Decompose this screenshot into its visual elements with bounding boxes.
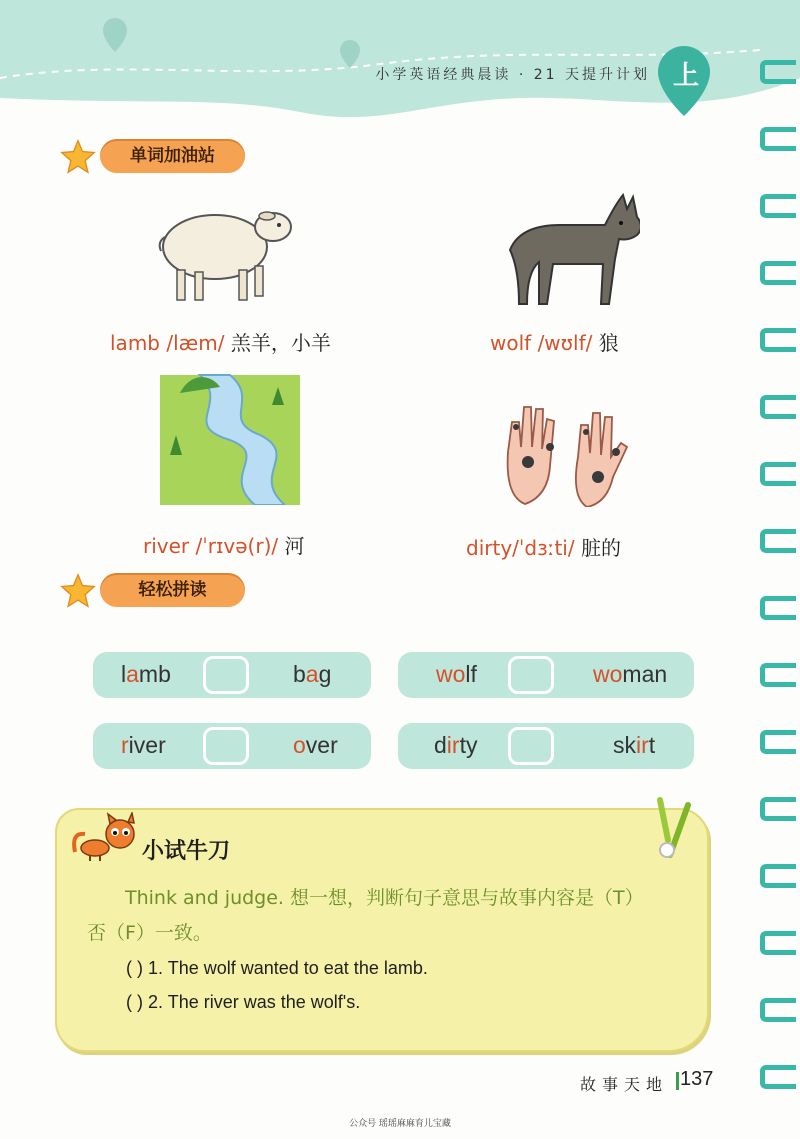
word-part-post: g [318, 661, 332, 687]
word-part-hl: o [293, 732, 306, 758]
lamb-illustration [155, 192, 300, 307]
phonics-word-left [436, 661, 477, 688]
word-part-pre: sk [613, 732, 636, 758]
vocab-word: lamb [110, 331, 160, 355]
binding-ring [760, 864, 796, 888]
question-text: 2. The river was the wolf's. [148, 992, 361, 1012]
vocab-meaning: 脏的 [580, 536, 621, 560]
chain-link-icon [203, 727, 249, 765]
dirty-hands-illustration [498, 402, 643, 507]
binding-ring [760, 797, 796, 821]
practice-title: 小试牛刀 [142, 839, 231, 864]
word-part-post: lf [465, 661, 477, 687]
vocab-item-wolf [490, 327, 619, 356]
answer-blank[interactable]: ( ) [126, 992, 143, 1012]
binding-ring [760, 596, 796, 620]
paper-clip-icon [650, 795, 700, 865]
practice-instruction-cont: 否（F）一致。 [87, 922, 212, 944]
word-part-hl: ir [636, 732, 649, 758]
word-part-post: mb [138, 661, 171, 687]
vocab-item-dirty [466, 532, 621, 561]
phonics-section-heading: 轻松拼读 [100, 573, 245, 607]
binding-ring [760, 529, 796, 553]
word-part-post: ty [459, 732, 478, 758]
vocab-ipa: /ˈrɪvə(r)/ [195, 534, 279, 558]
binding-ring [760, 462, 796, 486]
binding-ring [760, 328, 796, 352]
binding-ring [760, 998, 796, 1022]
answer-blank[interactable]: ( ) [126, 958, 143, 978]
question-text: 1. The wolf wanted to eat the lamb. [148, 958, 428, 978]
phonics-word-left [121, 661, 171, 688]
vocab-meaning: 羔羊，小羊 [230, 331, 331, 355]
star-icon [60, 573, 96, 609]
footer-section-label: 故事天地 [580, 1075, 669, 1094]
chain-link-icon [508, 727, 554, 765]
chain-link-icon [203, 656, 249, 694]
question-item [126, 958, 428, 979]
binding-ring [760, 127, 796, 151]
word-part-post: man [622, 661, 668, 687]
word-part-post: iver [128, 732, 166, 758]
page-number-bar [676, 1072, 679, 1090]
vocab-meaning: 狼 [598, 331, 619, 355]
phonics-word-left [121, 732, 166, 759]
word-part-hl: wo [436, 661, 466, 687]
question-item [126, 992, 360, 1013]
word-part-hl: a [126, 661, 139, 687]
star-icon [60, 139, 96, 175]
phonics-word-left [434, 732, 477, 759]
binding-ring [760, 730, 796, 754]
wolf-illustration [500, 190, 640, 312]
binding-ring [760, 663, 796, 687]
phonics-word-right [593, 661, 667, 688]
vocab-word: wolf [490, 331, 532, 355]
word-part-hl: a [305, 661, 319, 687]
practice-instruction: Think and judge. 想一想，判断句子意思与故事内容是（T） [125, 887, 644, 909]
vocab-word: river [143, 534, 190, 558]
word-part-pre: l [121, 661, 127, 687]
river-illustration [160, 365, 300, 505]
series-title: 小学英语经典晨读 · 21 天提升计划 [375, 67, 650, 83]
word-part-post: ver [305, 732, 338, 758]
vocab-ipa: /læm/ [166, 331, 225, 355]
binding-ring [760, 395, 796, 419]
volume-badge: 上 [672, 61, 699, 91]
vocab-meaning: 河 [284, 534, 305, 558]
binding-ring [760, 194, 796, 218]
phonics-word-right [293, 661, 331, 688]
word-part-hl: r [121, 732, 129, 758]
word-part-post: t [648, 732, 656, 758]
binding-ring [760, 1065, 796, 1089]
page-number: 137 [680, 1068, 714, 1090]
vocab-item-lamb [110, 327, 331, 356]
word-part-pre: b [293, 661, 306, 687]
binding-ring [760, 261, 796, 285]
vocab-ipa: /ˈdɜːti/ [512, 536, 575, 560]
word-part-hl: ir [446, 732, 460, 758]
footer-credit: 公众号 瑶瑶麻麻育儿宝藏 [349, 1119, 451, 1129]
chain-link-icon [508, 656, 554, 694]
phonics-word-right [293, 732, 338, 759]
vocab-section-heading: 单词加油站 [100, 139, 245, 173]
vocab-ipa: /wʊlf/ [537, 331, 593, 355]
cat-icon [70, 812, 140, 862]
binding-ring [760, 60, 796, 84]
word-part-pre: d [434, 732, 447, 758]
binding-ring [760, 931, 796, 955]
phonics-word-right [613, 732, 655, 759]
word-part-hl: wo [593, 661, 623, 687]
vocab-item-river [143, 530, 304, 559]
vocab-word: dirty [466, 536, 513, 560]
